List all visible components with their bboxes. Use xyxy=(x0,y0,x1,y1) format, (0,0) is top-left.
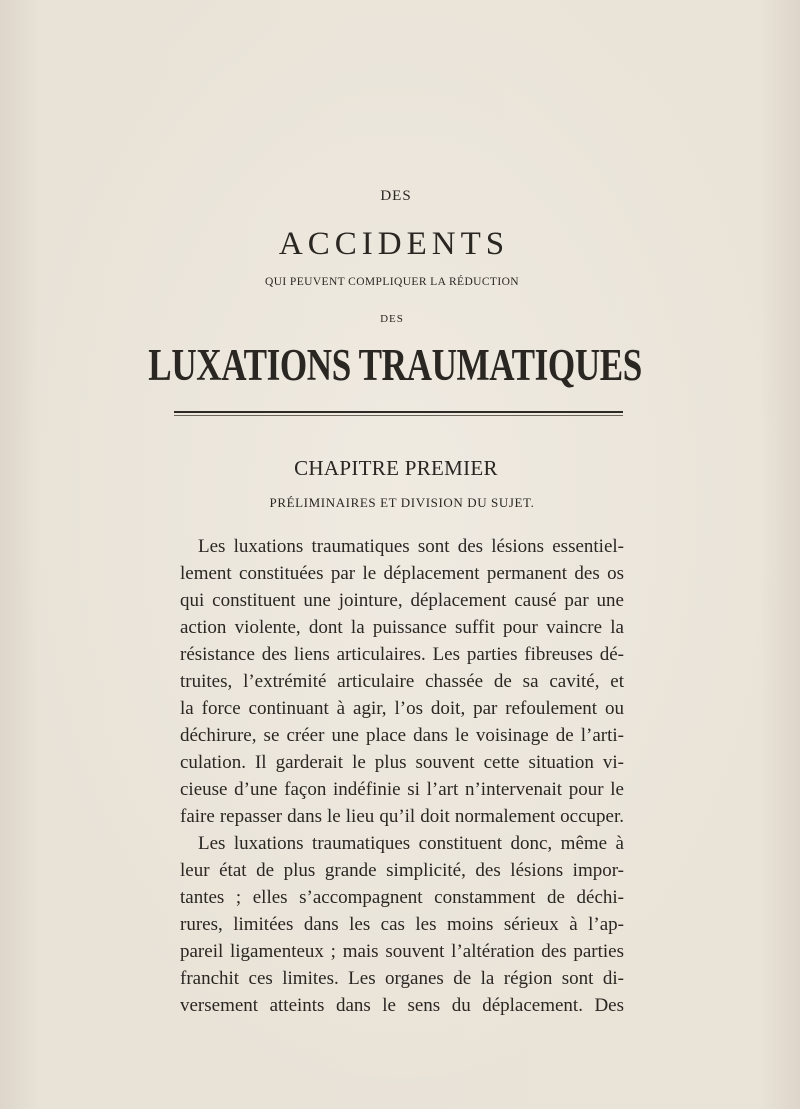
body-text xyxy=(180,533,624,1019)
body-line: qui constituent une jointure, déplacement causé par une xyxy=(180,590,624,611)
heading-des-top: DES xyxy=(380,188,412,204)
body-line: versement atteints dans le sens du déplacement. Des xyxy=(180,995,624,1016)
heading-title-large: LUXATIONS TRAUMATIQUES xyxy=(148,340,642,390)
heading-des-middle: DES xyxy=(380,313,404,325)
body-line: culation. Il garderait le plus souvent cette situation vi- xyxy=(180,752,624,773)
body-line: pareil ligamenteux ; mais souvent l’altération des parties xyxy=(180,941,624,962)
body-line: truites, l’extrémité articulaire chassée de sa cavité, et xyxy=(180,671,624,692)
title-rule-thick xyxy=(174,411,623,413)
heading-title-main: ACCIDENTS xyxy=(278,226,510,262)
body-line: leur état de plus grande simplicité, des lésions impor- xyxy=(180,860,624,881)
body-line: tantes ; elles s’accompagnent constamment de déchi- xyxy=(180,887,624,908)
body-line: la force continuant à agir, l’os doit, par refoulement ou xyxy=(180,698,624,719)
body-line: Les luxations traumatiques sont des lésions essentiel- xyxy=(198,536,624,557)
body-line: déchirure, se créer une place dans le voisinage de l’arti- xyxy=(180,725,624,746)
chapter-title: CHAPITRE PREMIER xyxy=(294,456,498,480)
body-line: lement constituées par le déplacement permanent des os xyxy=(180,563,624,584)
body-line: cieuse d’une façon indéfinie si l’art n’intervenait pour le xyxy=(180,779,624,800)
chapter-subtitle: PRÉLIMINAIRES ET DIVISION DU SUJET. xyxy=(269,495,535,510)
body-line: franchit ces limites. Les organes de la région sont di- xyxy=(180,968,624,989)
heading-subtitle: QUI PEUVENT COMPLIQUER LA RÉDUCTION xyxy=(264,276,519,288)
body-line: faire repasser dans le lieu qu’il doit normalement occuper. xyxy=(180,806,624,827)
body-line: action violente, dont la puissance suffit pour vaincre la xyxy=(180,617,624,638)
body-line: résistance des liens articulaires. Les parties fibreuses dé- xyxy=(180,644,624,665)
body-line: rures, limitées dans les cas les moins sérieux à l’ap- xyxy=(180,914,624,935)
body-line: Les luxations traumatiques constituent donc, même à xyxy=(198,833,624,854)
title-rule-thin xyxy=(174,415,623,416)
